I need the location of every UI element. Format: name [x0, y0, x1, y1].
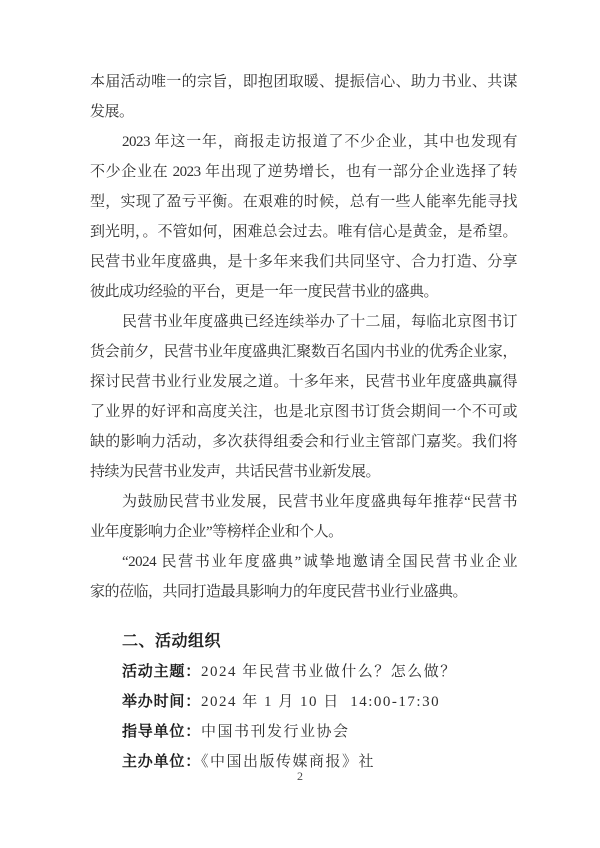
- text-line: 发展。: [90, 104, 134, 120]
- text-line: 到光明，。不管如何，困难总会过去。唯有信心是黄金，是希望。: [90, 224, 517, 240]
- info-label: 指导单位：: [122, 723, 202, 740]
- info-value: 2024 年民营书业做什么？怎么做？: [201, 664, 457, 680]
- text-line: “2024 民营书业年度盛典”诚挚地邀请全国民营书业企业: [122, 554, 517, 570]
- text-line: 家的莅临，共同打造最具影响力的年度民营书业行业盛典。: [90, 584, 468, 600]
- text-line: 2023 年这一年，商报走访报道了不少企业，其中也发现有: [122, 134, 517, 150]
- body-paragraph: [90, 307, 517, 487]
- info-label: 活动主题：: [122, 663, 202, 680]
- body-paragraph: [90, 487, 517, 547]
- body-paragraph: [90, 547, 517, 607]
- text-line: 缺的影响力活动，多次获得组委会和行业主管部门嘉奖。我们将: [90, 434, 517, 450]
- text-line: 不少企业在 2023 年出现了逆势增长，也有一部分企业选择了转: [90, 164, 517, 180]
- text-line: 了业界的好评和高度关注，也是北京图书订货会期间一个不可或: [90, 404, 517, 420]
- text-line: 持续为民营书业发声，共话民营书业新发展。: [90, 464, 381, 480]
- info-line: [90, 717, 517, 747]
- info-label: 主办单位：: [122, 753, 202, 770]
- info-label: 举办时间：: [122, 693, 202, 710]
- text-line: 货会前夕，民营书业年度盛典汇聚数百名国内书业的优秀企业家，: [90, 344, 517, 360]
- paragraphs-container: [90, 67, 517, 607]
- info-line: [90, 657, 517, 687]
- info-list: [90, 657, 517, 777]
- info-value: 中国书刊发行业协会: [201, 724, 350, 740]
- text-line: 本届活动唯一的宗旨，即抱团取暖、提振信心、助力书业、共谋: [90, 74, 517, 90]
- text-line: 型，实现了盈亏平衡。在艰难的时候，总有一些人能率先能寻找: [90, 194, 517, 210]
- info-line: [90, 687, 517, 717]
- text-line: 彼此成功经验的平台，更是一年一度民营书业的盛典。: [90, 284, 439, 300]
- text-line: 业年度影响力企业”等榜样企业和个人。: [90, 524, 343, 540]
- document-body: [90, 67, 517, 777]
- text-line: 探讨民营书业行业发展之道。十多年来，民营书业年度盛典赢得: [90, 374, 517, 390]
- body-paragraph: [90, 67, 517, 127]
- text-line: 为鼓励民营书业发展，民营书业年度盛典每年推荐“民营书: [122, 494, 517, 510]
- body-paragraph: [90, 127, 517, 307]
- page-number: 2: [297, 769, 303, 783]
- info-value: 2024 年 1 月 10 日 14:00-17:30: [201, 694, 441, 710]
- text-line: 民营书业年度盛典已经连续举办了十二届，每临北京图书订: [122, 314, 517, 330]
- section-heading: 二、活动组织: [122, 633, 222, 650]
- info-value: 《中国出版传媒商报》社: [201, 754, 376, 770]
- text-line: 民营书业年度盛典，是十多年来我们共同坚守、合力打造、分享: [90, 254, 517, 270]
